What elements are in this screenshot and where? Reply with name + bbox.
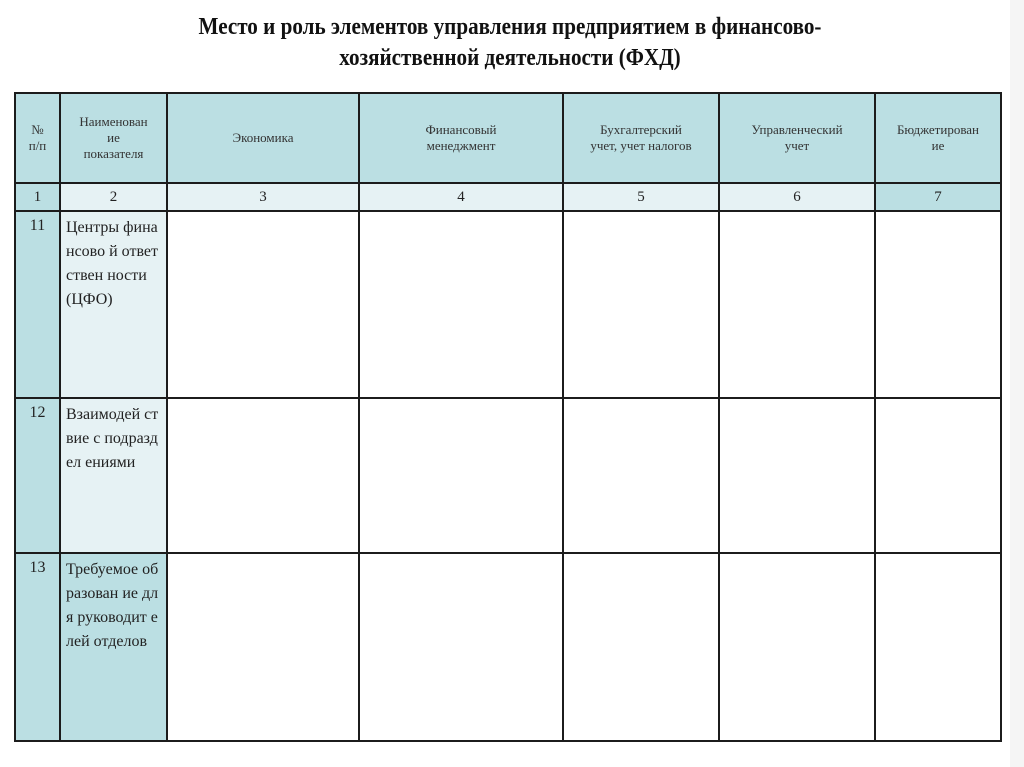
page-title	[114, 12, 906, 74]
table-row	[15, 211, 1001, 398]
row-indicator-name: Взаимодей ствие с подраздел ениями	[60, 398, 167, 553]
header-text: Управленческий	[751, 122, 843, 137]
row-indicator-name: Требуемое образован ие для руководит елей отделов	[60, 553, 167, 741]
header-cell-accounting	[563, 93, 719, 183]
column-number: 1	[15, 183, 60, 211]
table-cell	[359, 398, 563, 553]
row-number: 11	[15, 211, 60, 398]
table-cell	[167, 553, 359, 741]
column-number: 5	[563, 183, 719, 211]
header-text: Бюджетирован	[896, 122, 980, 137]
column-number: 4	[359, 183, 563, 211]
header-cell-indicator-name	[60, 93, 167, 183]
table-cell	[359, 553, 563, 741]
header-text: Финансовый	[425, 122, 497, 137]
column-number: 7	[875, 183, 1001, 211]
header-cell-management-accounting	[719, 93, 875, 183]
table-cell	[875, 211, 1001, 398]
row-number: 12	[15, 398, 60, 553]
header-text: ие	[931, 138, 945, 153]
table-row	[15, 398, 1001, 553]
column-number: 6	[719, 183, 875, 211]
row-indicator-name: Центры финансово й ответствен ности (ЦФО)	[60, 211, 167, 398]
table-cell	[719, 211, 875, 398]
column-number-row	[15, 183, 1001, 211]
table-cell	[563, 553, 719, 741]
header-text: п/п	[28, 138, 47, 153]
header-text: ие	[107, 130, 120, 145]
header-text: Наименован	[79, 114, 148, 129]
column-number: 2	[60, 183, 167, 211]
table-cell	[167, 211, 359, 398]
header-cell-economics	[167, 93, 359, 183]
slide-edge	[1010, 0, 1024, 767]
table-cell	[719, 553, 875, 741]
header-text: Бухгалтерский	[600, 122, 682, 137]
header-text: учет, учет налогов	[590, 138, 692, 153]
column-number: 3	[167, 183, 359, 211]
table-cell	[563, 211, 719, 398]
table-cell	[167, 398, 359, 553]
header-cell-financial-management	[359, 93, 563, 183]
title-line-2: хозяйственной деятельности (ФХД)	[339, 45, 681, 71]
header-cell-number	[15, 93, 60, 183]
table-cell	[875, 398, 1001, 553]
header-text: менеджмент	[426, 138, 496, 153]
header-text: учет	[784, 138, 810, 153]
header-row	[15, 93, 1001, 183]
header-text: Экономика	[232, 130, 294, 145]
header-text: показателя	[83, 146, 144, 161]
table-cell	[875, 553, 1001, 741]
table-cell	[719, 398, 875, 553]
header-text: №	[31, 122, 44, 137]
fhd-elements-table	[14, 92, 1002, 742]
title-line-1: Место и роль элементов управления предприятием в финансово-	[198, 14, 822, 40]
header-cell-budgeting	[875, 93, 1001, 183]
table-cell	[563, 398, 719, 553]
table-row	[15, 553, 1001, 741]
table-cell	[359, 211, 563, 398]
row-number: 13	[15, 553, 60, 741]
